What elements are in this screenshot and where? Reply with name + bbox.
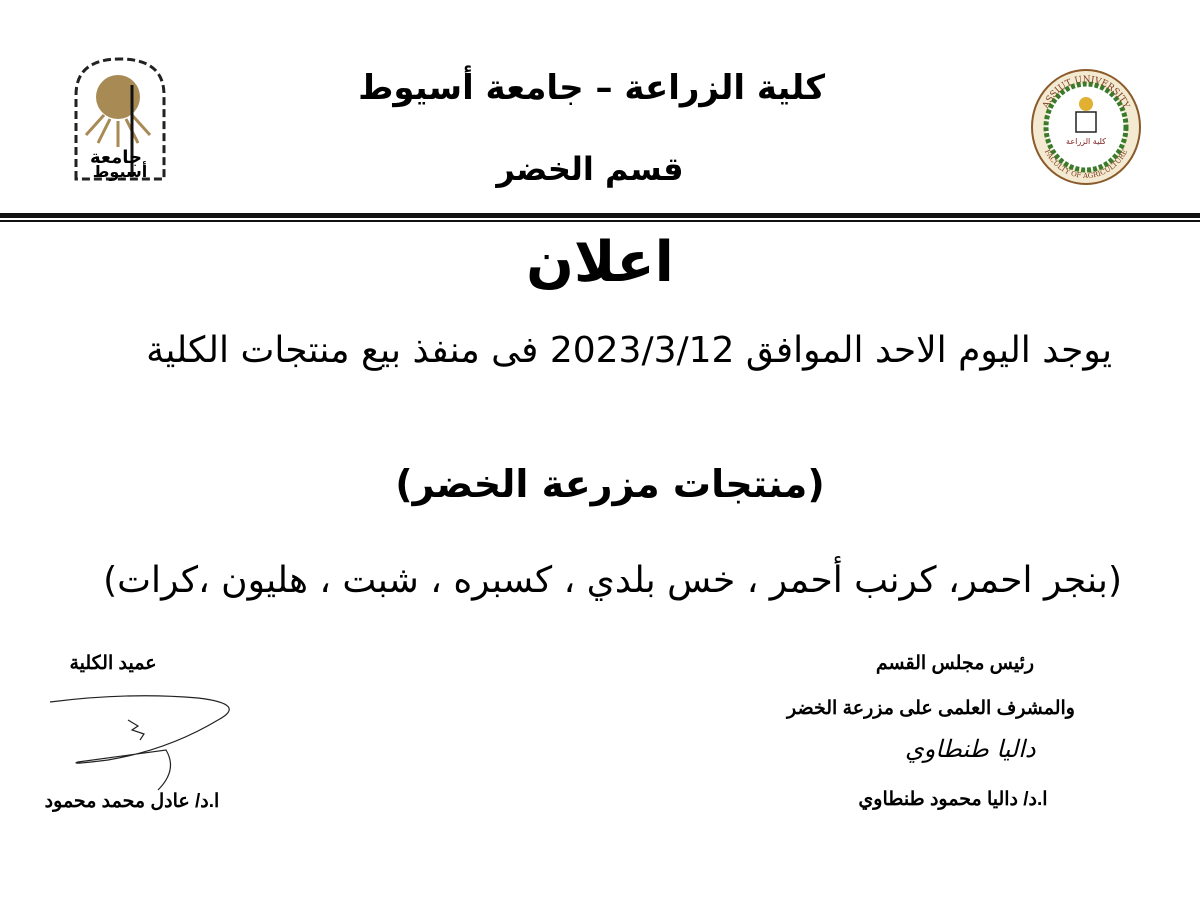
faculty-of-agriculture-seal: [1030, 68, 1142, 186]
svg-text:FACULTY OF AGRICULTURE: FACULTY OF AGRICULTURE: [1042, 148, 1130, 181]
announcement-title: اعلان: [526, 230, 674, 295]
svg-text:جامعة: جامعة: [90, 147, 142, 168]
dean-name: ا.د/ عادل محمد محمود: [44, 791, 220, 812]
department-head-name: ا.د/ داليا محمود طنطاوي: [858, 789, 1048, 810]
svg-text:أسيوط: أسيوط: [92, 162, 148, 181]
announcement-line-date: يوجد اليوم الاحد الموافق 2023/3/12 فى منفذ بيع منتجات الكلية: [146, 330, 1112, 371]
farm-supervisor-title: والمشرف العلمى على مزرعة الخضر: [787, 698, 1075, 719]
svg-text:ASSIUT UNIVERSITY: ASSIUT UNIVERSITY: [1041, 74, 1131, 111]
department-head-title: رئيس مجلس القسم: [875, 653, 1035, 674]
department-name: قسم الخضر: [496, 150, 684, 188]
svg-text:كلية الزراعة: كلية الزراعة: [1066, 137, 1106, 146]
college-name: كلية الزراعة – جامعة أسيوط: [358, 68, 825, 108]
assiut-university-logo: [70, 55, 170, 183]
header-divider: [0, 213, 1200, 218]
dean-signature: [48, 690, 248, 800]
announcement-product-list: (بنجر احمر، كرنب أحمر ، خس بلدي ، كسبره ، شبت ، هليون ،كرات): [103, 560, 1122, 601]
announcement-line-products: (منتجات مزرعة الخضر): [395, 462, 825, 506]
header-divider-thin: [0, 220, 1200, 222]
department-head-signature: داليا طنطاوي: [905, 735, 1036, 763]
dean-title: عميد الكلية: [69, 653, 157, 674]
